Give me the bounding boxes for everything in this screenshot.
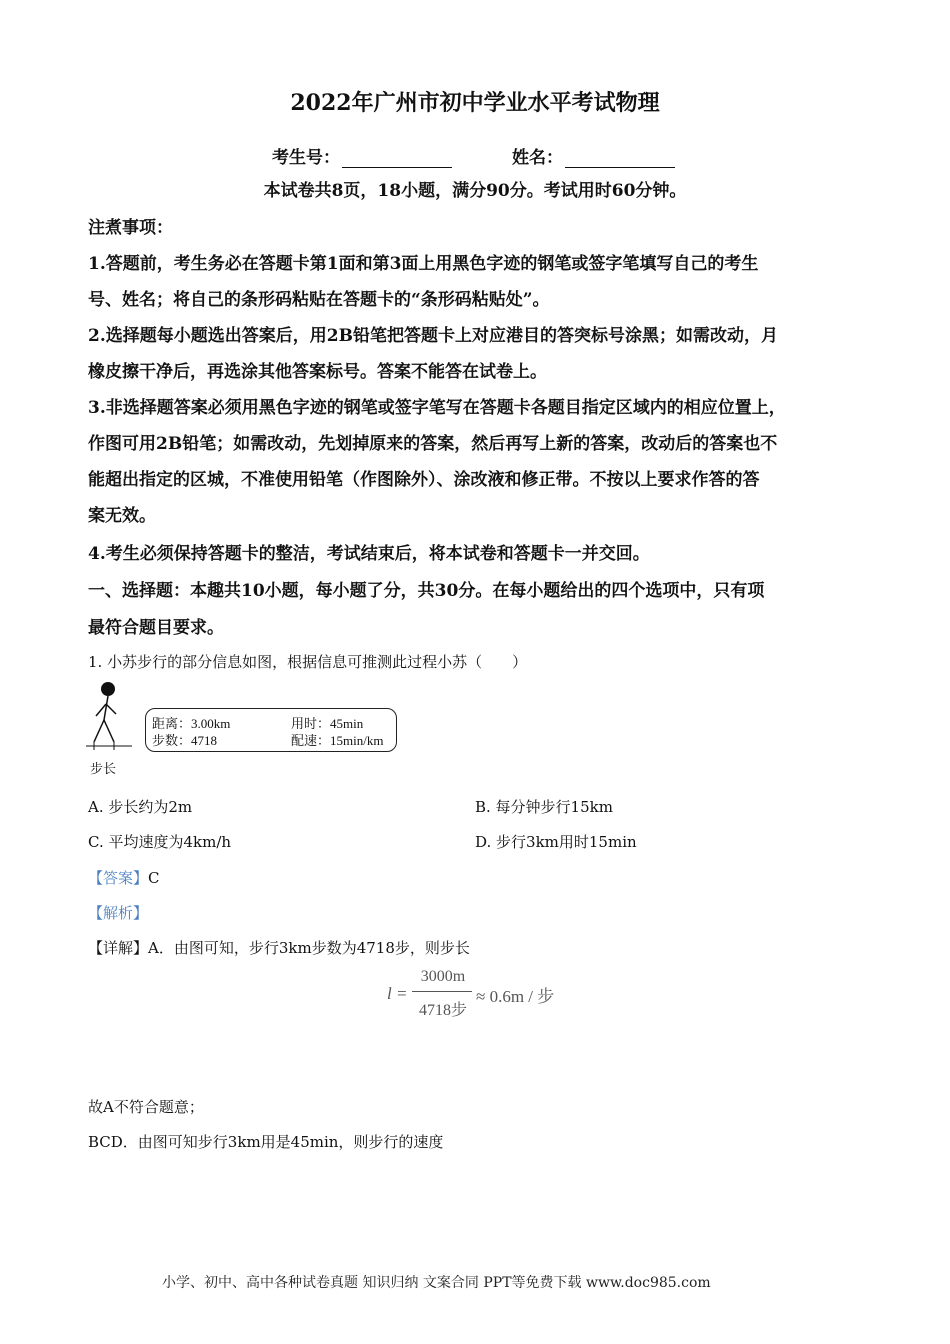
formula-denominator: 4718步 bbox=[418, 1002, 467, 1019]
exam-intro: 本试卷共8页，18小题，满分90分。考试用时60分钟。 bbox=[263, 181, 687, 201]
option-b: B. 每分钟步行15km bbox=[475, 798, 613, 816]
candidate-name-blank bbox=[565, 151, 675, 168]
note-line: 作图可用2B铅笔；如需改动，先划掉原来的答案，然后再写上新的答案，改动后的答案也不 bbox=[88, 434, 778, 454]
steps-readout: 步数：4718 bbox=[152, 733, 218, 748]
note-line: 3.非选择题答案必须用黑色字迹的钢笔或签字笔写在答题卡各题目指定区域内的相应位置上， bbox=[88, 398, 786, 418]
answer-line bbox=[88, 867, 160, 888]
fraction-bar bbox=[412, 991, 472, 992]
page-title: 2022年广州市初中学业水平考试物理 bbox=[290, 90, 660, 116]
bcd-text: BCD．由图可知步行3km用是45min，则步行的速度 bbox=[88, 1133, 444, 1151]
analysis-tag: 【解析】 bbox=[88, 904, 149, 922]
answer-tag: 【答案】 bbox=[88, 869, 149, 887]
formula-rhs: ≈ 0.6m / 步 bbox=[476, 987, 555, 1006]
option-c: C. 平均速度为4km/h bbox=[88, 833, 232, 851]
note-line: 能超出指定的区城，不准使用铅笔（作图除外）、涂改液和修正带。不按以上要求作答的答 bbox=[88, 470, 760, 490]
question-1-stem: 1. 小苏步行的部分信息如图，根据信息可推测此过程小苏（ ） bbox=[88, 653, 528, 671]
walker-head bbox=[101, 682, 115, 696]
note-line: 案无效。 bbox=[88, 506, 156, 526]
page-footer: 小学、初中、高中各种试卷真题 知识归纳 文案合同 PPT等免费下载 www.doc985.com bbox=[162, 1275, 711, 1291]
formula-numerator: 3000m bbox=[420, 968, 466, 985]
candidate-name-field bbox=[512, 143, 675, 168]
pace-readout: 配速：15min/km bbox=[291, 733, 384, 748]
option-d: D. 步行3km用时15min bbox=[475, 833, 637, 851]
walk-info-panel bbox=[145, 708, 397, 752]
walker-figure bbox=[84, 680, 134, 752]
detail-text: 【详解】A．由图可知，步行3km步数为4718步，则步长 bbox=[88, 939, 470, 957]
answer-value: C bbox=[148, 869, 160, 887]
option-a: A. 步长约为2m bbox=[88, 798, 193, 816]
conclusion-a: 故A不符合题意； bbox=[88, 1098, 204, 1116]
step-length-label: 步长 bbox=[90, 762, 117, 777]
candidate-id-blank bbox=[342, 151, 452, 168]
candidate-name-label: 姓名： bbox=[512, 148, 563, 168]
note-line: 号、姓名；将自己的条形码粘贴在答题卡的“条形码粘贴处”。 bbox=[88, 290, 550, 310]
note-line: 橡皮擦干净后，再选涂其他答案标号。答案不能答在试卷上。 bbox=[88, 362, 547, 382]
note-line: 1.答题前，考生务必在答题卡第1面和第3面上用黑色字迹的钢笔或签字笔填写自己的考生 bbox=[88, 254, 759, 274]
section-heading-cont: 最符合题目要求。 bbox=[88, 618, 224, 638]
section-heading: 一、选择题：本趣共10小题，每小题了分，共30分。在每小题给出的四个选项中，只有项 bbox=[88, 581, 765, 601]
formula-lhs: l = bbox=[387, 984, 408, 1003]
note-line: 2.选择题每小题选出答案后，用2B铅笔把答题卡上对应港目的答突标号涂黑；如需改动，月 bbox=[88, 326, 778, 346]
candidate-id-field bbox=[272, 143, 452, 168]
candidate-id-label: 考生号： bbox=[272, 148, 340, 168]
notes-heading: 注煮事项： bbox=[88, 218, 173, 238]
time-readout: 用时：45min bbox=[291, 716, 364, 731]
note-line: 4.考生必须保持答题卡的整洁，考试结束后，将本试卷和答题卡一并交回。 bbox=[88, 544, 650, 564]
distance-readout: 距离：3.00km bbox=[152, 716, 231, 731]
